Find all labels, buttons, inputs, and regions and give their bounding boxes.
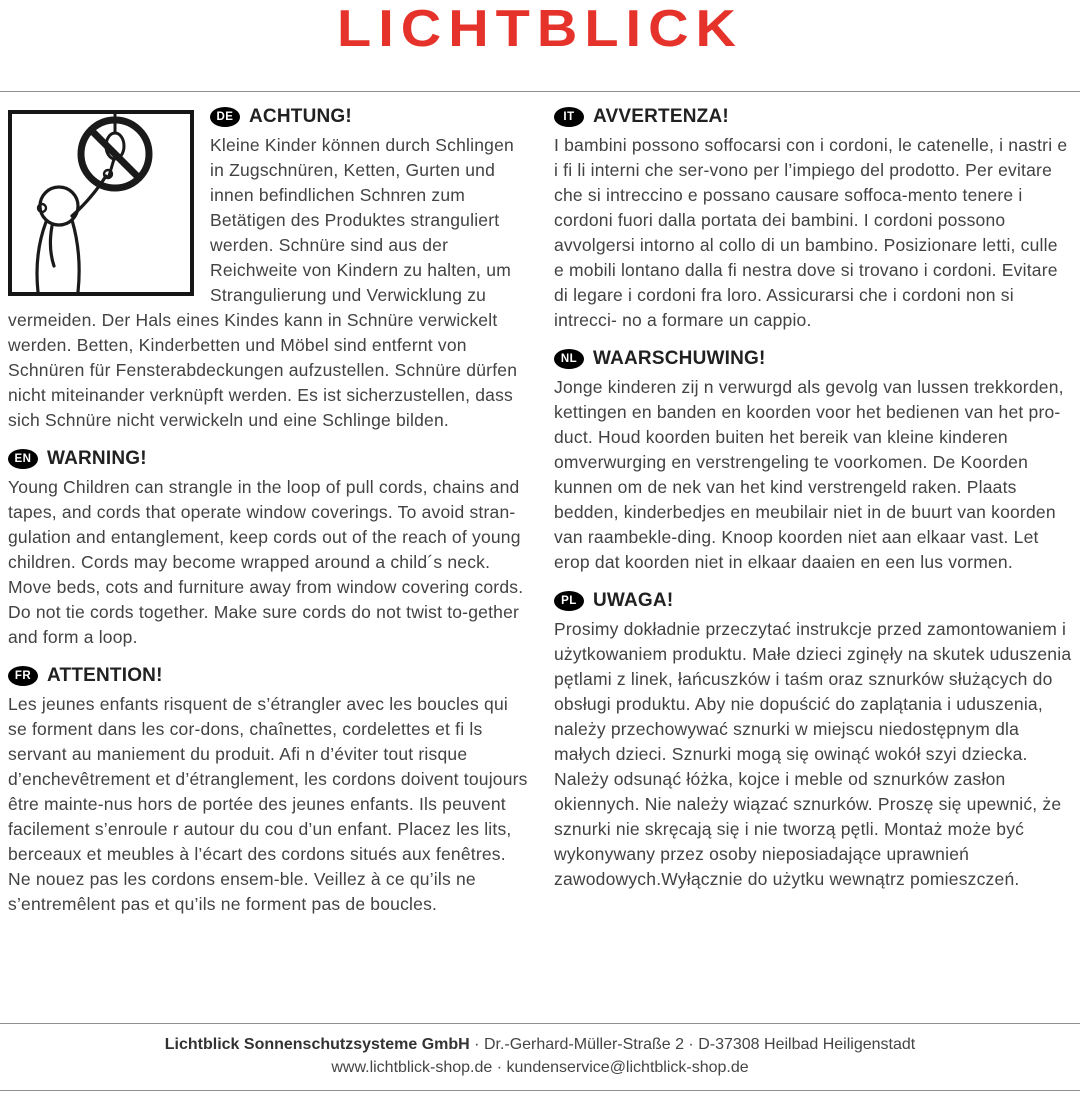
section-body: Les jeunes enfants risquent de s’étrangler avec les boucles qui se forment dans les cor-dons, chaînettes, cordelettes et fi ls servant au maniement du produit. Afi n d’éviter tout risque d’enchevêtrement et d’étranglement, les cordons doivent toujours être mainte-nus hors de portée des jeunes enfants. Ils peuvent facilement s’enroule r autour du cou d’un enfant. Placez les lits, berceaux et meubles à l’écart des cordons situés aux fenêtres. Ne nouez pas les cordons ensem-ble. Veillez à ce qu’ils ne s’entremêlent pas et qu’ils ne forment pas de boucles. <box>8 694 528 914</box>
section-title: ACHTUNG! <box>249 106 352 127</box>
strangulation-hazard-illustration <box>8 110 194 296</box>
company-address: · Dr.-Gerhard-Müller-Straße 2 · D-37308 Heilbad Heiligenstadt <box>469 1036 916 1053</box>
footer <box>0 1023 1080 1091</box>
section-title: WAARSCHUWING! <box>593 348 766 369</box>
company-address-line <box>0 1036 1080 1054</box>
left-column <box>8 106 530 1023</box>
section-title: AVVERTENZA! <box>593 106 729 127</box>
lang-badge-pl-icon: PL <box>554 591 584 611</box>
section-heading <box>554 106 1072 128</box>
section-warning-pl <box>554 590 1072 892</box>
section-heading <box>8 448 530 470</box>
section-warning-nl <box>554 348 1072 575</box>
section-title: WARNING! <box>47 448 147 469</box>
lang-badge-nl-icon: NL <box>554 349 584 369</box>
company-name: Lichtblick Sonnenschutzsysteme GmbH <box>164 1036 470 1053</box>
section-title: UWAGA! <box>593 590 674 611</box>
section-body: Young Children can strangle in the loop of pull cords, chains and tapes, and cords that operate window coverings. To avoid stran-gulation and entanglement, keep cords out of the reach of young children. Cords may become wrapped around a child´s neck. Move beds, cots and furniture away from window covering cords. Do not tie cords together. Make sure cords do not twist to-gether and form a loop. <box>8 477 524 647</box>
section-body: Jonge kinderen zij n verwurgd als gevolg van lussen trekkorden, kettingen en banden en koorden voor het bedienen van het pro-duct. Houd koorden buiten het bereik van kleine kinderen omverwurging en verstrengeling te voorkomen. De Koorden kunnen om de nek van het kind verstrengeld raken. Plaats bedden, kinderbedjes en meubilair niet in de buurt van koorden van raambekle-ding. Knoop koorden niet aan elkaar vast. Let erop dat koorden niet in elkaar daaien en een lus vormen. <box>554 377 1064 572</box>
lang-badge-en-icon: EN <box>8 449 38 469</box>
section-title: ATTENTION! <box>47 665 163 686</box>
section-body: Prosimy dokładnie przeczytać instrukcje przed zamontowaniem i użytkowaniem produktu. Małe dzieci zginęły na skutek uduszenia pętlami z linek, łańcuszków i taśm oraz sznurków służących do obsługi produktu. Aby nie dopuścić do zaplątania i uduszenia, należy przechowywać sznurki w miejscu niedostępnym dla małych dzieci. Sznurki mogą się owinąć wokół szyi dziecka. Należy odsunąć łóżka, kojce i meble od sznurków zasłon okiennych. Nie należy wiązać sznurków. Proszę się upewnić, że sznurki nie skręcają się i nie tworzą pętli. Montaż może być wykonywany przez osoby nieposiadające uprawnień zawodowych.Wyłącznie do użytku wewnątrz pomieszczeń. <box>554 619 1072 889</box>
section-warning-it <box>554 106 1072 333</box>
section-body: I bambini possono soffocarsi con i cordoni, le catenelle, i nastri e i fi li interni che ser-vono per l’impiego del prodotto. Per evitare che si intreccino e possano causare soffoca-mento tenere i cordoni fuori dalla portata dei bambini. I cordoni possono avvolgersi intorno al collo di un bambino. Posizionare letti, culle e mobili lontano dalla fi nestra dove si trovano i cordoni. Evitare di legare i cordoni fra loro. Assicurarsi che i cordoni non si intrecci- no a formare un cappio. <box>554 135 1068 330</box>
section-heading <box>8 665 530 687</box>
contact-line: www.lichtblick-shop.de · kundenservice@lichtblick-shop.de <box>331 1059 749 1076</box>
section-warning-fr <box>8 665 530 917</box>
lang-badge-it-icon: IT <box>554 107 584 127</box>
lang-badge-fr-icon: FR <box>8 666 38 686</box>
brand-logo: LICHTBLICK <box>337 0 743 58</box>
section-heading <box>554 590 1072 612</box>
section-body: Kleine Kinder können durch Schlingen in Zugschnüren, Ketten, Gurten und innen befindlichen Schnren zum Betätigen des Produktes stranguliert werden. Schnüre sind aus der Reichweite von Kindern zu halten, um Strangulierung und Verwicklung zu vermeiden. Der Hals eines Kindes kann in Schnüre verwickelt werden. Betten, Kinderbetten und Möbel sind entfernt von Schnüren für Fensterabdeckungen aufzustellen. Schnüre dürfen nicht miteinander verknüpft werden. Es ist sicherzustellen, dass sich Schnüre nicht verwickeln und eine Schlinge bilden. <box>8 135 518 430</box>
section-heading <box>554 348 1072 370</box>
header <box>0 0 1080 92</box>
section-warning-en <box>8 448 530 650</box>
right-column <box>554 106 1072 1023</box>
lang-badge-de-icon: DE <box>210 107 240 127</box>
content <box>0 92 1080 1023</box>
child-cord-prohibition-icon <box>12 114 190 292</box>
